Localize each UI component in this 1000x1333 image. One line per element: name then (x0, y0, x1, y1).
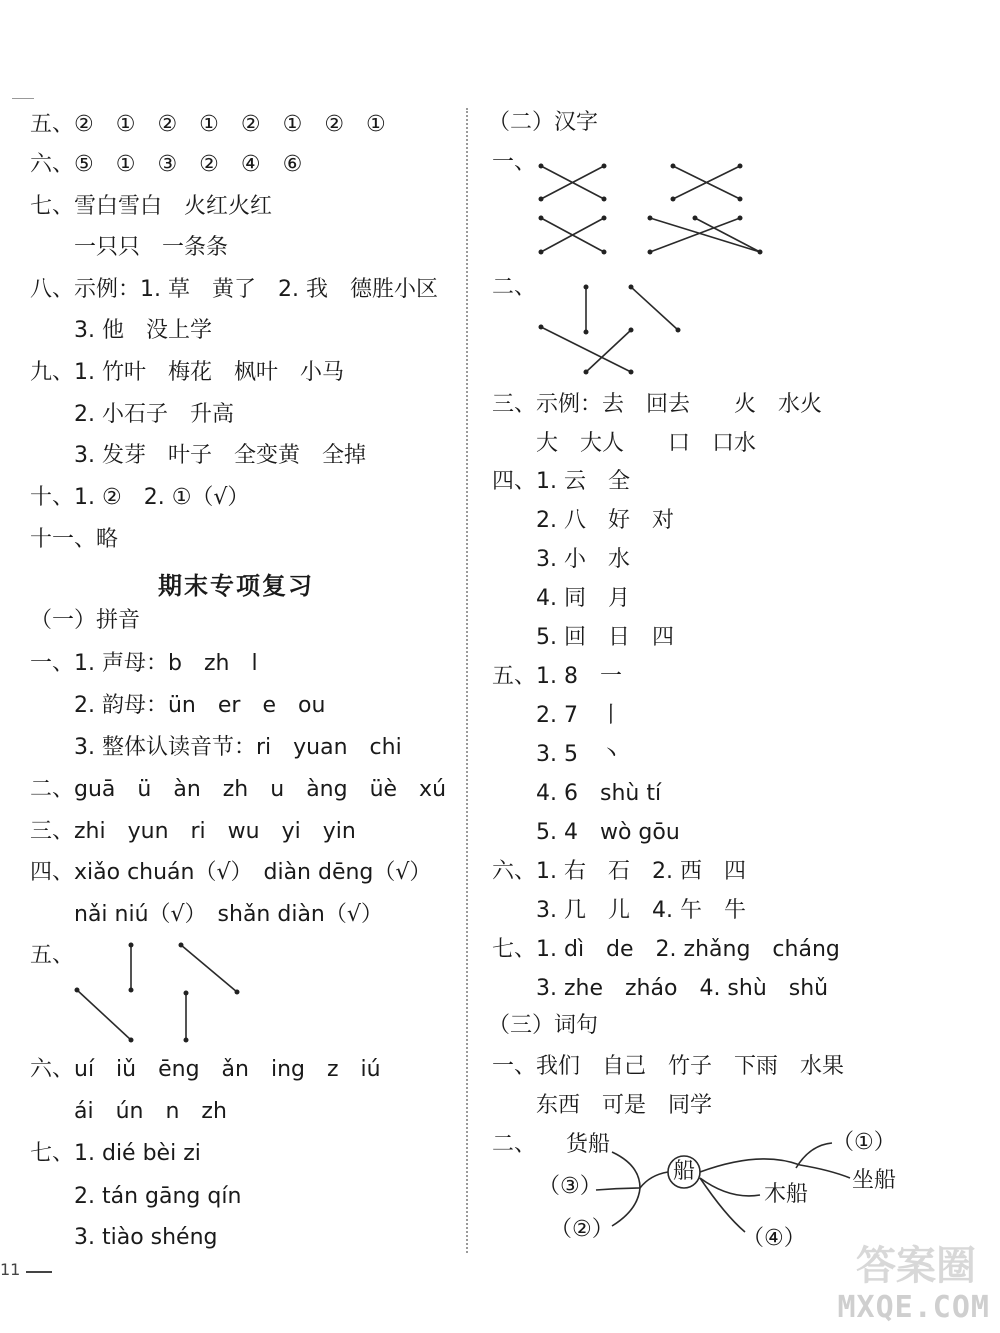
answer-line: 3. 小 水 (492, 547, 630, 572)
answer-line: 五、1. 8 一 (492, 664, 622, 689)
mindmap-label: 货船 (566, 1132, 611, 1157)
answer-line: 三、示例：去 回去 火 水火 (492, 392, 823, 417)
answer-line: 3. 他 没上学 (30, 318, 212, 343)
answer-line: 3. zhe zháo 4. shù shǔ (492, 976, 829, 1001)
answer-line: 五、② ① ② ① ② ① ② ① (30, 112, 386, 137)
answer-line: 2. 八 好 对 (492, 508, 674, 533)
page-number: 11 (0, 1260, 21, 1279)
answer-line: 六、uí iǔ ēng ǎn ing z iú (30, 1057, 381, 1082)
answer-line: 六、1. 右 石 2. 西 四 (492, 859, 746, 884)
answer-line: nǎi niú（√） shǎn diàn（√） (30, 902, 383, 927)
mindmap-center: 船 (673, 1159, 696, 1184)
answer-line: 二、 (492, 1132, 537, 1157)
answer-line: 2. 7 丨 (492, 703, 622, 728)
answer-line: 三、zhi yun ri wu yi yin (30, 819, 356, 844)
mindmap-label: （③） (538, 1174, 602, 1199)
mindmap-label: 木船 (764, 1182, 809, 1207)
answer-line: 2. 韵母：ün er e ou (30, 693, 326, 718)
answer-line: 四、1. 云 全 (492, 469, 630, 494)
answer-line: 五、 (30, 943, 75, 968)
answer-line: 3. 5 丶 (492, 742, 622, 767)
watermark-logo: 答案圈 (856, 1243, 976, 1289)
watermark-text: MXQE.COM (837, 1290, 990, 1325)
answer-line: ái ún n zh (30, 1099, 227, 1124)
answer-line: 六、⑤ ① ③ ② ④ ⑥ (30, 152, 303, 177)
subheading-ciju: （三）词句 (488, 1013, 599, 1038)
answer-line: 4. 同 月 (492, 586, 630, 611)
answer-line: 十一、略 (30, 527, 119, 552)
section-title: 期末专项复习 (158, 572, 314, 600)
answer-line: 3. 几 儿 4. 午 牛 (492, 898, 746, 923)
answer-line: 二、 (492, 275, 537, 300)
answer-line: 七、1. dì de 2. zhǎng cháng (492, 937, 840, 962)
answer-line: 3. 发芽 叶子 全变黄 全掉 (30, 443, 366, 468)
answer-line: 4. 6 shù tí (492, 781, 662, 806)
answer-line: 九、1. 竹叶 梅花 枫叶 小马 (30, 360, 344, 385)
answer-line: 3. tiào shéng (30, 1225, 218, 1250)
mindmap-label: （①） (832, 1130, 896, 1155)
answer-line: 七、雪白雪白 火红火红 (30, 194, 273, 219)
answer-line: 一只只 一条条 (30, 235, 229, 260)
answer-line: 一、 (492, 150, 537, 175)
answer-line: 七、1. dié bèi zi (30, 1141, 201, 1166)
answer-line: 大 大人 口 口水 (492, 431, 757, 456)
answer-line: 5. 回 日 四 (492, 625, 674, 650)
answer-line: 一、我们 自己 竹子 下雨 水果 (492, 1054, 845, 1079)
answer-line: 3. 整体认读音节：ri yuan chi (30, 735, 402, 760)
answer-line: 2. 小石子 升高 (30, 402, 234, 427)
answer-line: 一、1. 声母：b zh l (30, 651, 258, 676)
mindmap-label: （②） (550, 1217, 614, 1242)
mindmap-label: 坐船 (852, 1168, 897, 1193)
answer-line: 四、xiǎo chuán（√） diàn dēng（√） (30, 860, 432, 885)
answer-line: 十、1. ② 2. ①（√） (30, 485, 250, 510)
page-number-rule (26, 1271, 52, 1273)
subheading-pinyin: （一）拼音 (30, 608, 141, 633)
answer-line: 5. 4 wò gōu (492, 820, 680, 845)
answer-line: 八、示例：1. 草 黄了 2. 我 德胜小区 (30, 277, 438, 302)
answer-line: 2. tán gāng qín (30, 1184, 242, 1209)
answer-line: 东西 可是 同学 (492, 1093, 713, 1118)
subheading-hanzi: （二）汉字 (488, 110, 599, 135)
answer-line: 二、guā ü àn zh u àng üè xú (30, 777, 447, 802)
mindmap-label: （④） (742, 1226, 806, 1251)
